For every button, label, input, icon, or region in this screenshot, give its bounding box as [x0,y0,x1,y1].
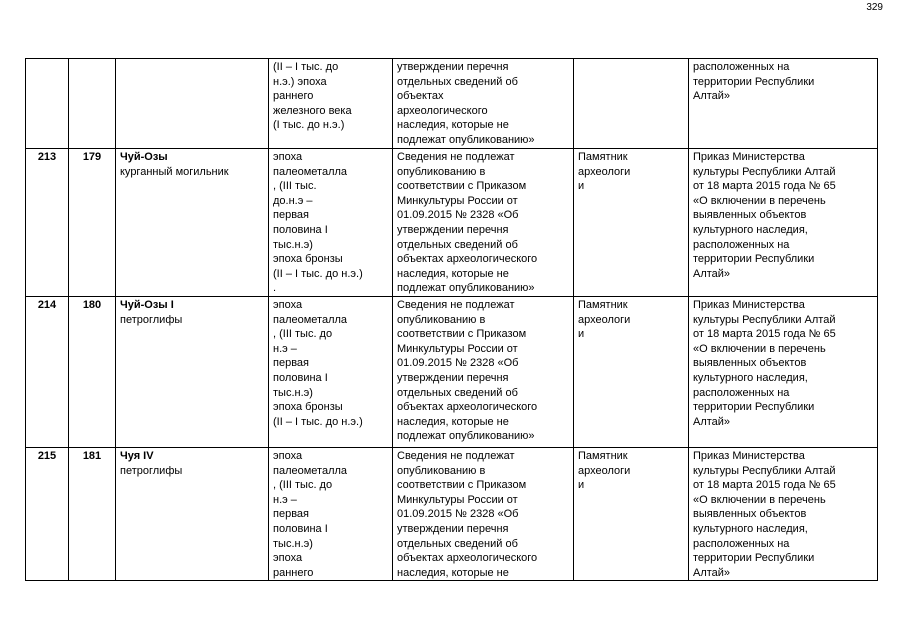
info-cell: Сведения не подлежат опубликованию в соответствии с Приказом Минкультуры России от 01.09.2015 № 2328 «Об утверждении перечня отдельных сведений об объектах археологического наследия, которые не подлежат опубликованию» [393,149,574,297]
row-number: 214 [26,297,69,448]
info-cell: Сведения не подлежат опубликованию в соответствии с Приказом Минкультуры России от 01.09.2015 № 2328 «Об утверждении перечня отдельных сведений об объектах археологического наследия, которые не [393,448,574,581]
object-type: курганный могильник [120,165,229,178]
object-name: Чуя IV [120,450,154,462]
category-cell: Памятник археологи и [574,149,689,297]
page-number: 329 [866,2,883,13]
name-cell [116,448,269,581]
document-cell: Приказ Министерства культуры Республики Алтай от 18 марта 2015 года № 65 «О включении в перечень выявленных объектов культурного наследия, расположенных на территории Республики Алтай» [689,448,878,581]
dating-cell: эпоха палеометалла , (III тыс. до.н.э – первая половина I тыс.н.э) эпоха бронзы (II – I тыс. до н.э.) . [269,149,393,297]
object-type: петроглифы [120,464,183,477]
table-row [26,297,878,448]
name-cell [116,297,269,448]
row-number: 215 [26,448,69,581]
document-cell: расположенных на территории Республики Алтай» [689,59,878,149]
object-name: Чуй-Озы I [120,299,174,311]
num-cell [26,59,69,149]
name-cell [116,59,269,149]
name-cell [116,149,269,297]
info-cell: утверждении перечня отдельных сведений об объектах археологического наследия, которые не подлежат опубликованию» [393,59,574,149]
table-row [26,149,878,297]
object-id: 180 [69,297,116,448]
category-cell: Памятник археологи и [574,297,689,448]
dating-cell: (II – I тыс. до н.э.) эпоха раннего железного века (I тыс. до н.э.) [269,59,393,149]
category-cell [574,59,689,149]
dating-cell: эпоха палеометалла , (III тыс. до н.э – первая половина I тыс.н.э) эпоха бронзы (II – I тыс. до н.э.) [269,297,393,448]
info-cell: Сведения не подлежат опубликованию в соответствии с Приказом Минкультуры России от 01.09.2015 № 2328 «Об утверждении перечня отдельных сведений об объектах археологического наследия, которые не подлежат опубликованию» [393,297,574,448]
document-cell: Приказ Министерства культуры Республики Алтай от 18 марта 2015 года № 65 «О включении в перечень выявленных объектов культурного наследия, расположенных на территории Республики Алтай» [689,297,878,448]
dating-cell: эпоха палеометалла , (III тыс. до н.э – первая половина I тыс.н.э) эпоха раннего [269,448,393,581]
category-cell: Памятник археологи и [574,448,689,581]
object-id: 181 [69,448,116,581]
table-row [26,448,878,581]
object-type: петроглифы [120,313,183,326]
document-cell: Приказ Министерства культуры Республики Алтай от 18 марта 2015 года № 65 «О включении в перечень выявленных объектов культурного наследия, расположенных на территории Республики Алтай» [689,149,878,297]
object-name: Чуй-Озы [120,151,168,163]
object-id: 179 [69,149,116,297]
table-row-continuation [26,59,878,149]
row-number: 213 [26,149,69,297]
id-cell [69,59,116,149]
heritage-objects-table [25,58,878,581]
